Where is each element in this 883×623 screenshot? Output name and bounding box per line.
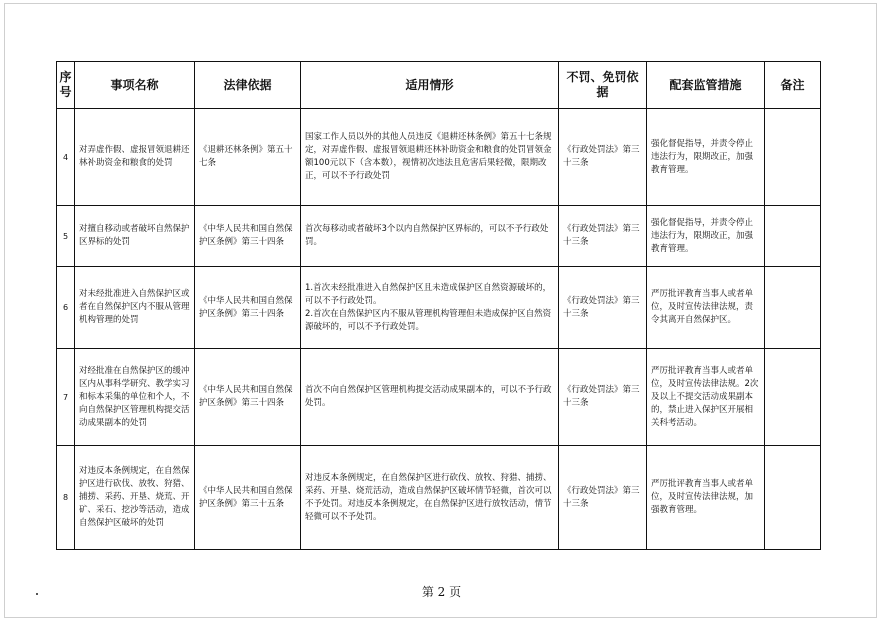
row-remark: [765, 446, 821, 550]
row-measures: 严厉批评教育当事人或者单位，及时宣传法律法规。2次及以上不提交活动成果副本的，禁止进入保护区开展相关科考活动。: [647, 349, 765, 446]
row-no: 6: [57, 267, 75, 349]
scan-speck: [36, 593, 38, 595]
row-name: 对违反本条例规定，在自然保护区进行砍伐、放牧、狩猎、捕捞、采药、开垦、烧荒、开矿、采石、挖沙等活动，造成自然保护区破坏的处罚: [75, 446, 195, 550]
row-situation: 首次每移动或者破坏3个以内自然保护区界标的，可以不予行政处罚。: [301, 206, 559, 267]
row-situation: 国家工作人员以外的其他人员违反《退耕还林条例》第五十七条规定，对弄虚作假、虚报冒领退耕还林补助资金和粮食的处罚冒领金额100元以下（含本数），视情初次违法且危害后果轻微，限期改正，可以不予行政处罚: [301, 109, 559, 206]
table-row: [57, 446, 821, 550]
row-name: 对经批准在自然保护区的缓冲区内从事科学研究、教学实习和标本采集的单位和个人，不向自然保护区管理机构提交活动成果副本的处罚: [75, 349, 195, 446]
row-name: 对弄虚作假、虚报冒领退耕还林补助资金和粮食的处罚: [75, 109, 195, 206]
row-exemption: 《行政处罚法》第三十三条: [559, 349, 647, 446]
row-no: 7: [57, 349, 75, 446]
row-situation: [301, 267, 559, 349]
table-row: [57, 349, 821, 446]
situation-line: 2.首次在自然保护区内不服从管理机构管理但未造成保护区自然资源破坏的，可以不予行政处罚。: [305, 308, 552, 332]
row-exemption: 《行政处罚法》第三十三条: [559, 109, 647, 206]
row-name: 对擅自移动或者破坏自然保护区界标的处罚: [75, 206, 195, 267]
table-row: [57, 109, 821, 206]
header-name: 事项名称: [75, 62, 195, 109]
header-exemption: 不罚、免罚依据: [559, 62, 647, 109]
row-measures: 严厉批评教育当事人或者单位，及时宣传法律法规，加强教育管理。: [647, 446, 765, 550]
row-exemption: 《行政处罚法》第三十三条: [559, 206, 647, 267]
row-remark: [765, 349, 821, 446]
row-measures: 强化督促指导，并责令停止违法行为，限期改正，加强教育管理。: [647, 206, 765, 267]
row-remark: [765, 109, 821, 206]
header-situation: 适用情形: [301, 62, 559, 109]
row-exemption: 《行政处罚法》第三十三条: [559, 446, 647, 550]
row-no: 8: [57, 446, 75, 550]
row-basis: 《中华人民共和国自然保护区条例》第三十四条: [195, 206, 301, 267]
row-basis: 《退耕还林条例》第五十七条: [195, 109, 301, 206]
header-remark: 备注: [765, 62, 821, 109]
row-no: 4: [57, 109, 75, 206]
penalty-table: [56, 61, 821, 550]
row-basis: 《中华人民共和国自然保护区条例》第三十四条: [195, 267, 301, 349]
header-row: [57, 62, 821, 109]
row-remark: [765, 206, 821, 267]
row-name: 对未经批准进入自然保护区或者在自然保护区内不服从管理机构管理的处罚: [75, 267, 195, 349]
table-row: [57, 267, 821, 349]
header-measures: 配套监管措施: [647, 62, 765, 109]
table-row: [57, 206, 821, 267]
row-basis: 《中华人民共和国自然保护区条例》第三十四条: [195, 349, 301, 446]
row-remark: [765, 267, 821, 349]
row-situation: 首次不向自然保护区管理机构提交活动成果副本的，可以不予行政处罚。: [301, 349, 559, 446]
situation-line: 1.首次未经批准进入自然保护区且未造成保护区自然资源破坏的，可以不予行政处罚。: [305, 282, 552, 306]
row-measures: 强化督促指导，并责令停止违法行为，限期改正，加强教育管理。: [647, 109, 765, 206]
row-situation: 对违反本条例规定，在自然保护区进行砍伐、放牧、狩猎、捕捞、采药、开垦、烧荒活动，造成自然保护区破坏情节轻微，首次可以不予处罚。对违反本条例规定，在自然保护区进行放牧活动，情节轻微可以不予处罚。: [301, 446, 559, 550]
row-basis: 《中华人民共和国自然保护区条例》第三十五条: [195, 446, 301, 550]
header-basis: 法律依据: [195, 62, 301, 109]
row-no: 5: [57, 206, 75, 267]
row-measures: 严厉批评教育当事人或者单位，及时宣传法律法规，责令其离开自然保护区。: [647, 267, 765, 349]
page-number: 第 2 页: [421, 585, 462, 599]
row-exemption: 《行政处罚法》第三十三条: [559, 267, 647, 349]
header-no: 序号: [57, 62, 75, 109]
